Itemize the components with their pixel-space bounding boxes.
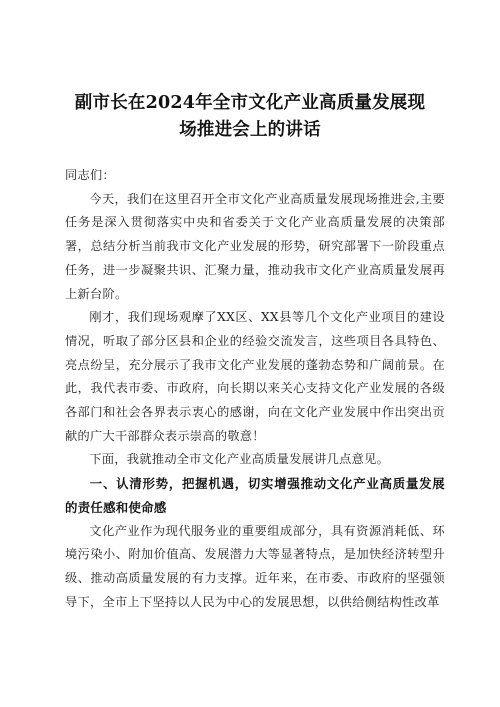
title-line-2: 场推进会上的讲话 bbox=[179, 120, 321, 140]
salutation: 同志们： bbox=[65, 168, 115, 182]
section-heading-1: 一、认清形势，把握机遇，切实增强推动文化产业高质量发展的责任感和使命感 bbox=[65, 476, 445, 515]
title-line-1: 副市长在2024年全市文化产业高质量发展现 bbox=[74, 93, 426, 113]
document-title bbox=[60, 90, 440, 144]
document-body bbox=[65, 164, 445, 614]
paragraph-3: 下面，我就推动全市文化产业高质量发展讲几点意见。 bbox=[89, 452, 390, 467]
paragraph-2: 刚才，我们现场观摩了XX区、XX县等几个文化产业项目的建设情况，听取了部分区县和企业的经验交流发言，这些项目各具特色、亮点纷呈，充分展示了我市文化产业发展的蓬勃态势和广阔前景。在此，我代表市委、市政府，向长期以来关心支持文化产业发展的各级各部门和社会各界表示衷心的感谢，向在文化产业发展中作出突出贡献的广大干部群众表示崇高的敬意！ bbox=[65, 310, 445, 443]
paragraph-1: 今天，我们在这里召开全市文化产业高质量发展现场推进会,主要任务是深入贯彻落实中央和省委关于文化产业高质量发展的决策部署，总结分析当前我市文化产业发展的形势，研究部署下一阶段重点任务，进一步凝聚共识、汇聚力量，推动我市文化产业高质量发展再上新台阶。 bbox=[65, 191, 445, 301]
paragraph-4: 文化产业作为现代服务业的重要组成部分，具有资源消耗低、环境污染小、附加价值高、发展潜力大等显著特点，是加快经济转型升级、推动高质量发展的有力支撑。近年来，在市委、市政府的坚强领导下，全市上下坚持以人民为中心的发展思想，以供给侧结构性改革 bbox=[65, 523, 445, 609]
